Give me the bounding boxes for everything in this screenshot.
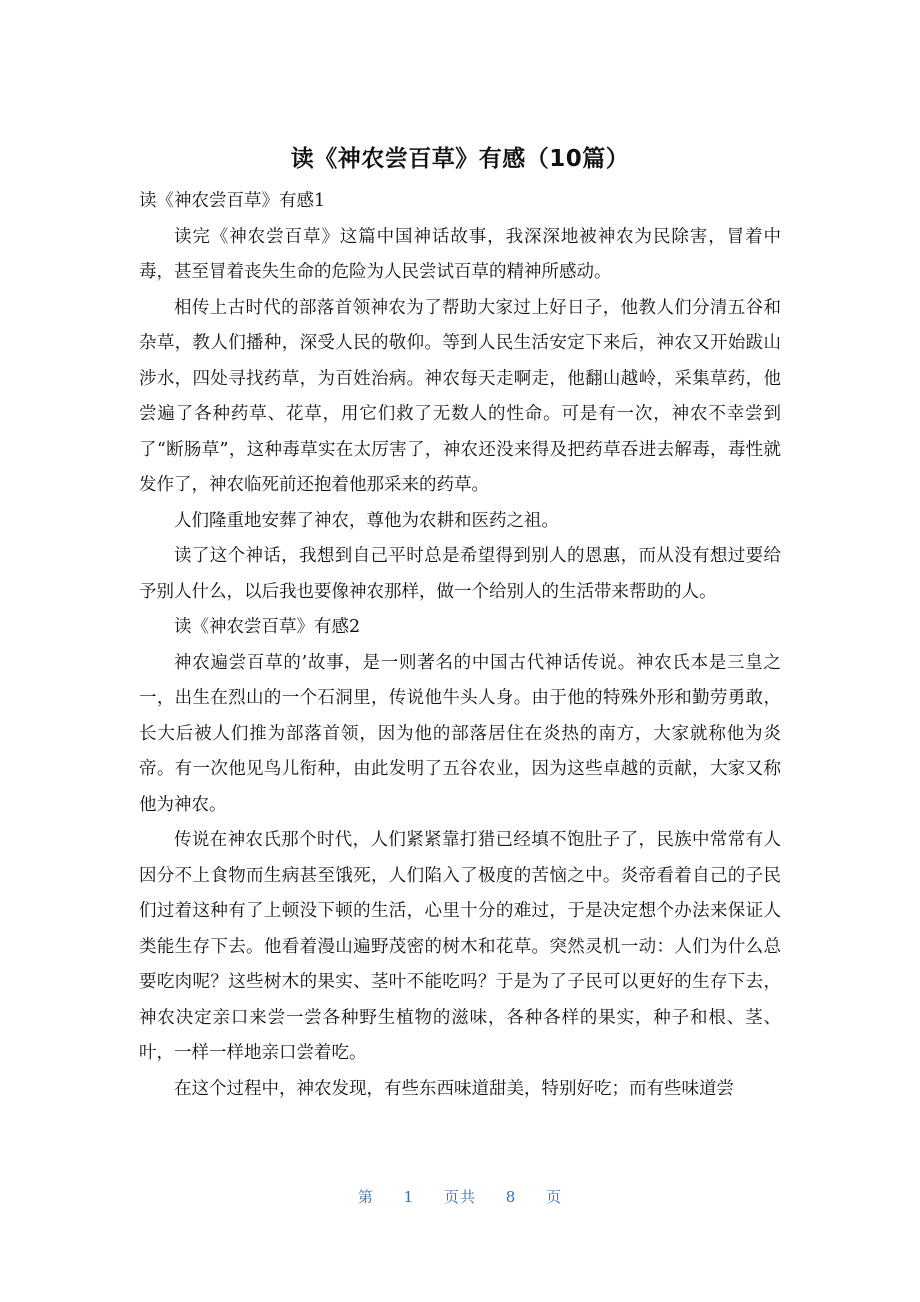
footer-middle: 页共 <box>443 1188 476 1206</box>
section-heading-2: 读《神农尝百草》有感2 <box>174 617 361 637</box>
section-heading-1: 读《神农尝百草》有感1 <box>139 191 326 211</box>
footer-total-pages: 8 <box>505 1188 517 1206</box>
paragraph: 读完《神农尝百草》这篇中国神话故事，我深深地被神农为民除害，冒着中毒，甚至冒着丧失生命的危险为人民尝试百草的精神所感动。 <box>139 226 781 282</box>
paragraph: 相传上古时代的部落首领神农为了帮助大家过上好日子，他教人们分清五谷和杂草，教人们播种，深受人民的敬仰。等到人民生活安定下来后，神农又开始跋山涉水，四处寻找药草，为百姓治病。神农每天走啊走，他翻山越岭，采集草药，他尝遍了各种药草、花草，用它们救了无数人的性命。可是有一次，神农不幸尝到了“断肠草”，这种毒草实在太厉害了，神农还没来得及把药草吞进去解毒，毒性就发作了，神农临死前还抱着他那采来的药草。 <box>139 297 781 495</box>
paragraph: 人们隆重地安葬了神农，尊他为农耕和医药之祖。 <box>174 510 559 531</box>
paragraph: 传说在神农氏那个时代，人们紧紧靠打猎已经填不饱肚子了，民族中常常有人因分不上食物而生病甚至饿死，人们陷入了极度的苦恼之中。炎帝看着自己的子民们过着这种有了上顿没下顿的生活，心里十分的难过，于是决定想个办法来保证人类能生存下去。他看着漫山遍野茂密的树木和花草。突然灵机一动：人们为什么总要吃肉呢？这些树木的果实、茎叶不能吃吗？于是为了子民可以更好的生存下去，神农决定亲口来尝一尝各种野生植物的滋味，各种各样的果实，种子和根、茎、叶，一样一样地亲口尝着吃。 <box>139 830 781 1063</box>
paragraph: 读了这个神话，我想到自己平时总是希望得到别人的恩惠，而从没有想过要给予别人什么，以后我也要像神农那样，做一个给别人的生活带来帮助的人。 <box>139 546 781 602</box>
page-title: 读《神农尝百草》有感（10篇） <box>290 146 630 172</box>
document-body <box>139 184 781 1107</box>
footer-suffix: 页 <box>546 1188 563 1206</box>
paragraph: 在这个过程中，神农发现，有些东西味道甜美，特别好吃；而有些味道尝 <box>174 1078 734 1099</box>
footer-prefix: 第 <box>357 1188 374 1206</box>
page-footer <box>0 1186 920 1207</box>
footer-page-number: 1 <box>403 1188 415 1206</box>
paragraph: 神农遍尝百草的’故事，是一则著名的中国古代神话传说。神农氏本是三皇之一，出生在烈山的一个石洞里，传说他牛头人身。由于他的特殊外形和勤劳勇敢，长大后被人们推为部落首领，因为他的部落居住在炎热的南方，大家就称他为炎帝。有一次他见鸟儿衔种，由此发明了五谷农业，因为这些卓越的贡献，大家又称他为神农。 <box>139 652 781 815</box>
